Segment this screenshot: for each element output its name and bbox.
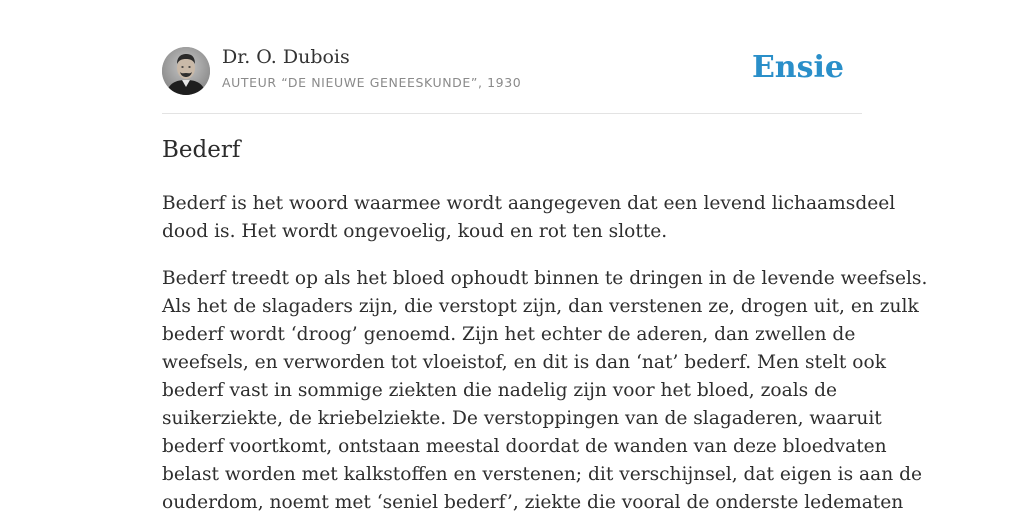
article-paragraph xyxy=(162,190,896,246)
author-portrait-icon xyxy=(162,47,210,95)
paragraph-line: weefsels, en verworden tot vloeistof, en dit is dan ‘nat’ bederf. Men stelt ook xyxy=(162,352,886,373)
paragraph-line: Als het de slagaders zijn, die verstopt zijn, dan verstenen ze, drogen uit, en zulk xyxy=(162,296,919,317)
header-divider xyxy=(162,113,862,114)
article-body xyxy=(162,190,928,512)
author-name[interactable]: Dr. O. Dubois xyxy=(222,46,350,68)
paragraph-line: bederf vast in sommige ziekten die nadelig zijn voor het bloed, zoals de xyxy=(162,380,838,401)
paragraph-line: bederf wordt ‘droog’ genoemd. Zijn het echter de aderen, dan zwellen de xyxy=(162,324,856,345)
paragraph-line: dood is. Het wordt ongevoelig, koud en rot ten slotte. xyxy=(162,221,668,242)
paragraph-line: Bederf is het woord waarmee wordt aangegeven dat een levend lichaamsdeel xyxy=(162,193,896,214)
paragraph-line: suikerziekte, de kriebelziekte. De verstoppingen van de slagaderen, waaruit xyxy=(162,408,882,429)
author-header xyxy=(162,46,862,96)
paragraph-line: bederf voortkomt, ontstaan meestal doordat de wanden van deze bloedvaten xyxy=(162,436,887,457)
paragraph-line: Bederf treedt op als het bloed ophoudt binnen te dringen in de levende weefsels. xyxy=(162,268,928,289)
article-paragraph xyxy=(162,265,928,512)
paragraph-line: ouderdom, noemt met ‘seniel bederf’, ziekte die vooral de onderste ledematen xyxy=(162,492,904,512)
ensie-logo[interactable]: Ensie xyxy=(751,50,844,85)
author-subtitle: AUTEUR “DE NIEUWE GENEESKUNDE”, 1930 xyxy=(222,75,522,90)
paragraph-line: belast worden met kalkstoffen en verstenen; dit verschijnsel, dat eigen is aan de xyxy=(162,464,923,485)
author-avatar[interactable] xyxy=(162,47,210,95)
article-title: Bederf xyxy=(162,137,241,163)
